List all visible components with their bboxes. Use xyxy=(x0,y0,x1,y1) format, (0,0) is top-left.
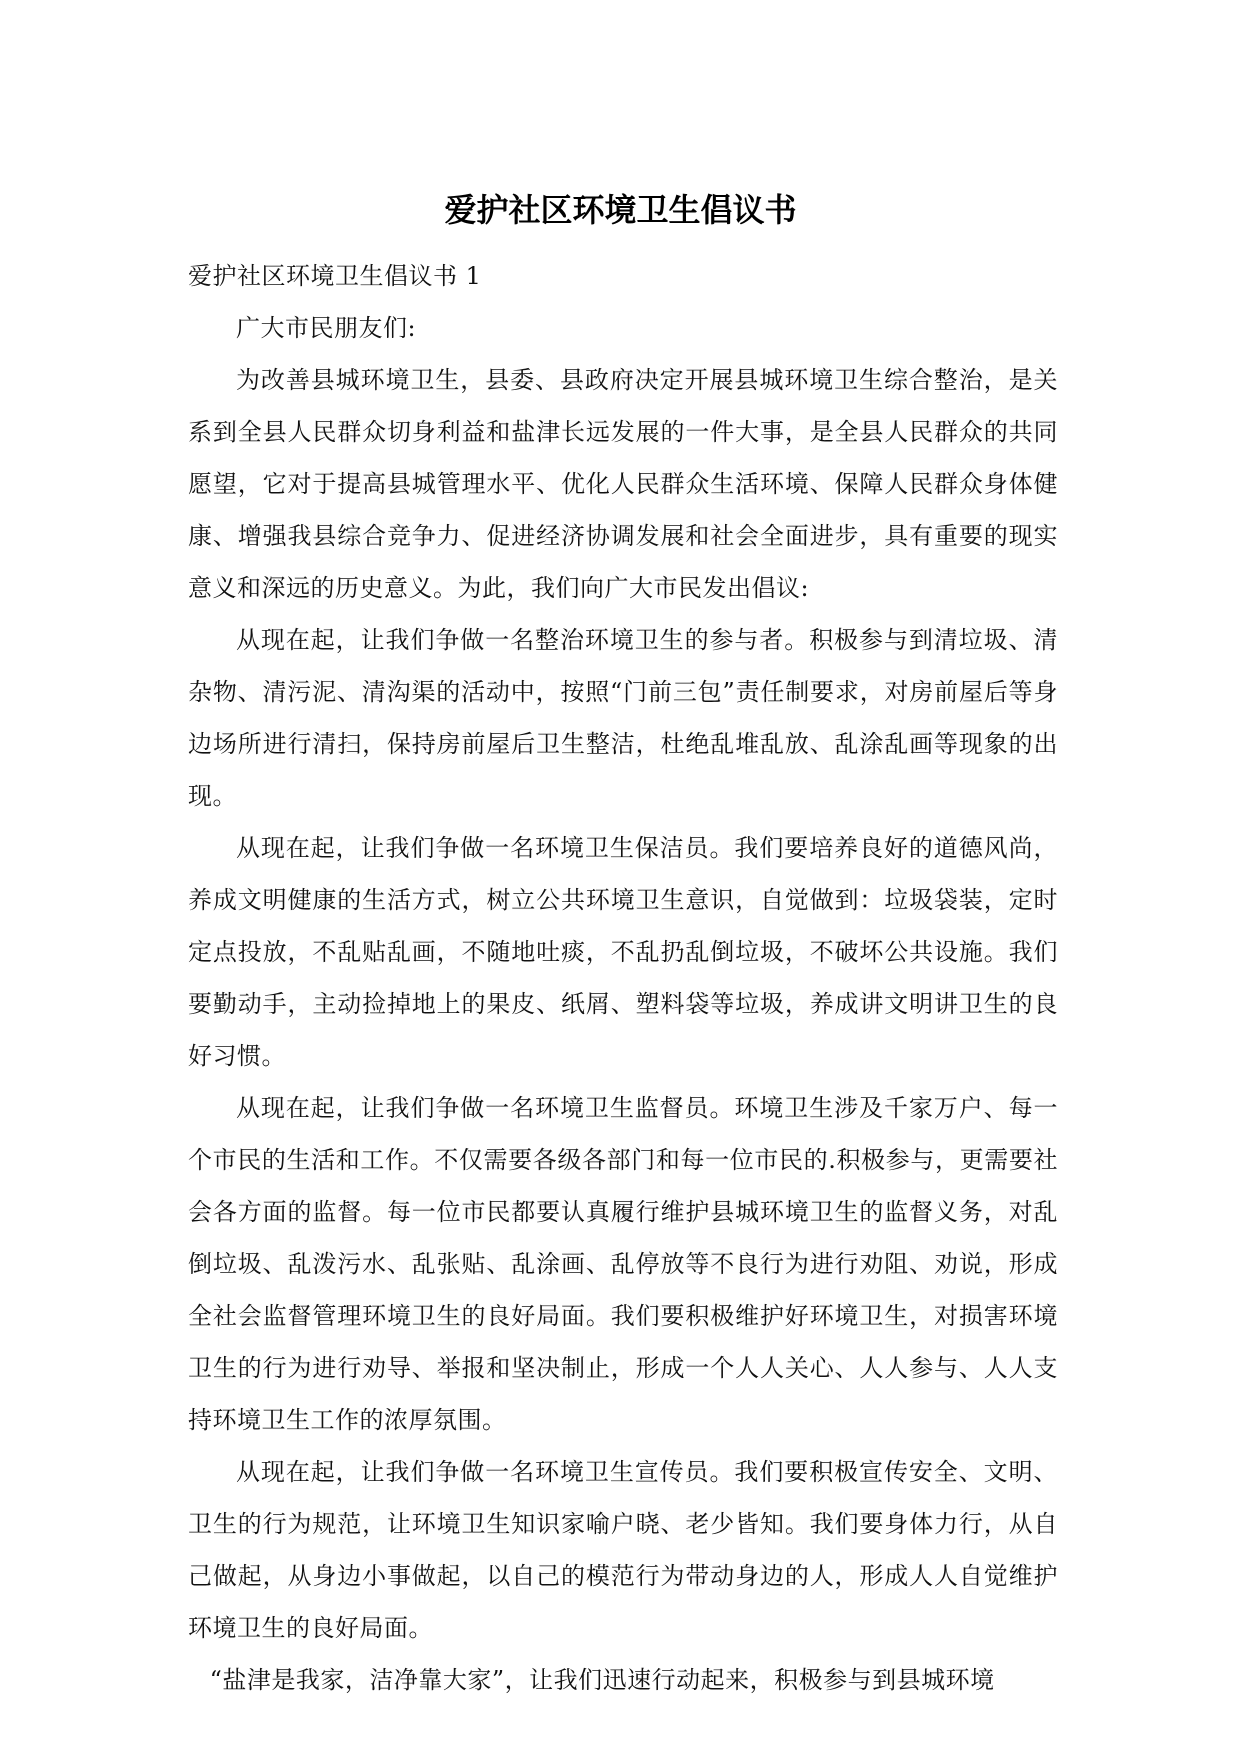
document-subtitle: 爱护社区环境卫生倡议书 1 xyxy=(188,262,482,290)
paragraph-2: 从现在起，让我们争做一名整治环境卫生的参与者。积极参与到清垃圾、清杂物、清污泥、清沟渠的活动中，按照“门前三包”责任制要求，对房前屋后等身边场所进行清扫，保持房前屋后卫生整洁，杜绝乱堆乱放、乱涂乱画等现象的出现。 xyxy=(188,626,1058,810)
salutation: 广大市民朋友们: xyxy=(236,314,417,342)
paragraph-5: 从现在起，让我们争做一名环境卫生宣传员。我们要积极宣传安全、文明、卫生的行为规范，让环境卫生知识家喻户晓、老少皆知。我们要身体力行，从自己做起，从身边小事做起，以自己的模范行为带动身边的人，形成人人自觉维护环境卫生的良好局面。 xyxy=(188,1458,1058,1642)
paragraph-1: 为改善县城环境卫生，县委、县政府决定开展县城环境卫生综合整治，是关系到全县人民群众切身利益和盐津长远发展的一件大事，是全县人民群众的共同愿望，它对于提高县城管理水平、优化人民群众生活环境、保障人民群众身体健康、增强我县综合竞争力、促进经济协调发展和社会全面进步，具有重要的现实意义和深远的历史意义。为此，我们向广大市民发出倡议: xyxy=(188,366,1058,602)
paragraph-6: “盐津是我家，洁净靠大家”，让我们迅速行动起来，积极参与到县城环境 xyxy=(209,1666,995,1694)
paragraph-4: 从现在起，让我们争做一名环境卫生监督员。环境卫生涉及千家万户、每一个市民的生活和工作。不仅需要各级各部门和每一位市民的.积极参与，更需要社会各方面的监督。每一位市民都要认真履行维护县城环境卫生的监督义务，对乱倒垃圾、乱泼污水、乱张贴、乱涂画、乱停放等不良行为进行劝阻、劝说，形成全社会监督管理环境卫生的良好局面。我们要积极维护好环境卫生，对损害环境卫生的行为进行劝导、举报和坚决制止，形成一个人人关心、人人参与、人人支持环境卫生工作的浓厚氛围。 xyxy=(188,1094,1058,1434)
paragraph-3: 从现在起，让我们争做一名环境卫生保洁员。我们要培养良好的道德风尚，养成文明健康的生活方式，树立公共环境卫生意识，自觉做到：垃圾袋装，定时定点投放，不乱贴乱画，不随地吐痰，不乱扔乱倒垃圾，不破坏公共设施。我们要勤动手，主动捡掉地上的果皮、纸屑、塑料袋等垃圾，养成讲文明讲卫生的良好习惯。 xyxy=(188,834,1058,1070)
document-body xyxy=(188,250,1058,1706)
document-title: 爱护社区环境卫生倡议书 xyxy=(444,191,797,229)
